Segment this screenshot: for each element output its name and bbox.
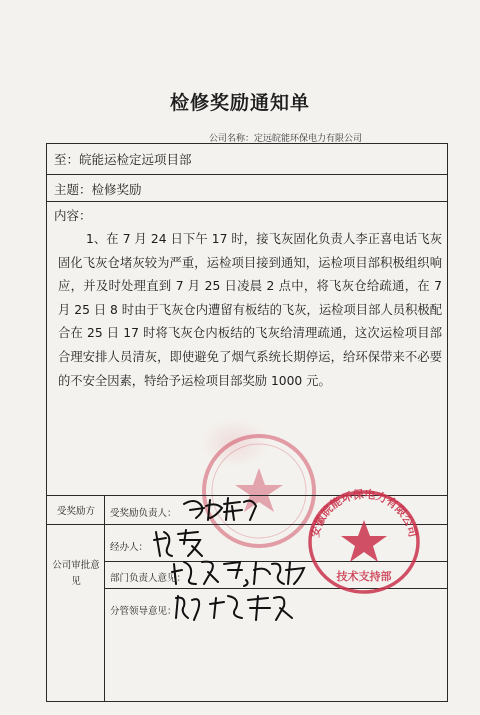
table-column-divider <box>104 495 105 702</box>
table-divider <box>46 524 448 525</box>
company-name: 公司名称：定远皖能环保电力有限公司 <box>208 134 362 144</box>
recipient-line: 至：皖能运检定远项目部 <box>54 152 192 167</box>
approval-label: 公司审批意见 <box>52 560 100 587</box>
leader-signature <box>172 590 312 624</box>
seal-dept-text: 技术支持部 <box>336 570 392 583</box>
recipient-field-label: 受奖励负责人： <box>110 508 177 519</box>
divider <box>46 201 448 202</box>
table-divider <box>104 588 448 589</box>
notice-body: 1、在 7 月 24 日下午 17 时，接飞灰固化负责人李正喜电话飞灰固化飞灰仓堵灰较为严重，运检项目接到通知，运检项目部积极组织响应，并及时处理直到 7 月 25 日凌晨 2 点中，将飞灰仓给疏通，在 7 月 25 日 8 时由于飞灰仓内遭留有板结的飞灰，运检项目部人员积极配合在 25 日 17 时将飞灰仓内板结的飞灰给清理疏通，这次运检项目部合理安排人员清灰，即使避免了烟气系统长期停运，给环保带来不必要的不安全因素，特给予运检项目部奖励 1000 元。 <box>58 232 442 388</box>
dept-head-field-label: 部门负责人意见： <box>110 573 187 584</box>
recipient-signature <box>180 494 260 524</box>
document-title: 检修奖励通知单 <box>169 92 310 114</box>
reward-party-label: 受奖励方 <box>56 506 95 517</box>
handler-signature <box>152 526 212 560</box>
handler-field-label: 经办人： <box>110 542 149 553</box>
ink-blot <box>200 418 270 468</box>
content-label: 内容： <box>54 208 92 223</box>
divider <box>46 174 448 175</box>
subject-line: 主题：检修奖励 <box>54 182 142 197</box>
seal-arc-text: 安徽皖能环保电力有限公司 <box>308 487 420 539</box>
leader-field-label: 分管领导意见： <box>110 606 177 617</box>
dept-head-signature <box>170 556 310 588</box>
